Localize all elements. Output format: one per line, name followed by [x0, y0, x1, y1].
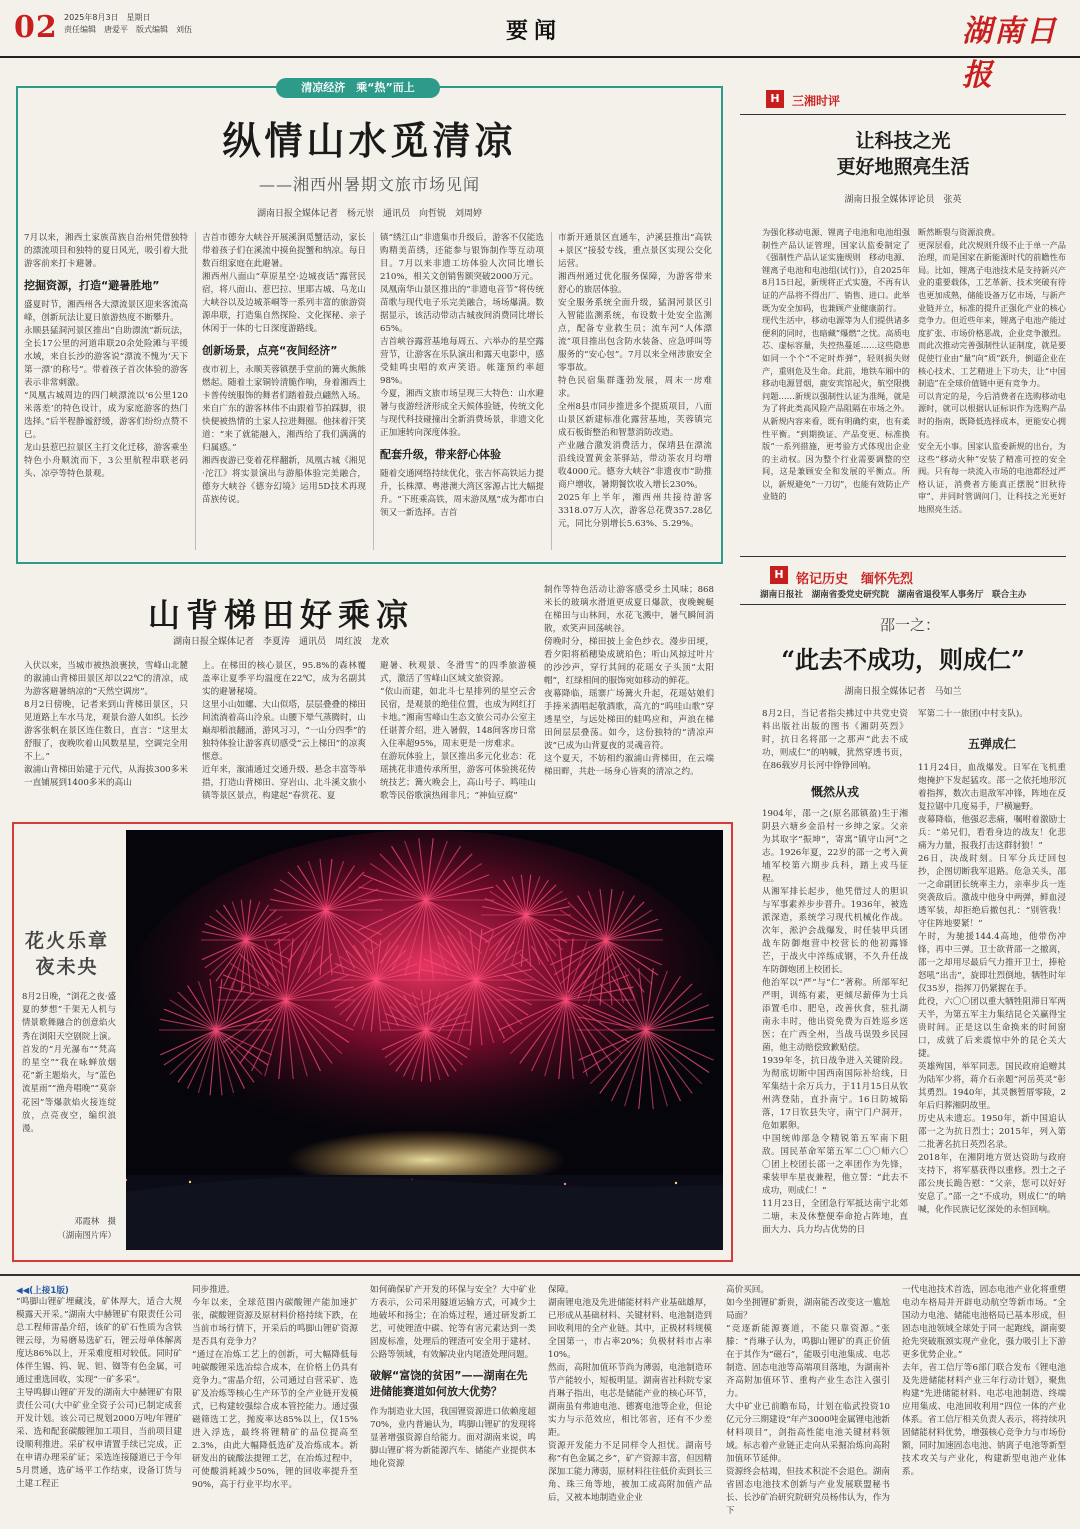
column-divider	[195, 232, 196, 550]
bottom-col-5: 高价买回。 如今坐拥锂矿新贵，湖南能否改变这一尴尬局面？ “竞逐新能源赛道，不能只靠资源。”张滕：“肖琳子认为，鸣脚山锂矿的真正价值在于其作为“磁石”，能吸引电池集成、电芯制造、固态电池等高端项目落地，为湖南补齐高附加值环节、重构产业生态注入强引力。 大中矿业已前瞻布局，计划在临武投资10亿元分三期建设“年产3000吨金属锂电池新材料项目”，剑指高性能电池关键材料领域。标志着产业链正走向从采掘冶炼向高附加值环节延伸。 资源终会枯竭，但技术积淀不会退色。湖南省固态电池技术创新与产业发展联盟秘书长、长沙矿冶研究院研究员杨伟认为，作为下	[726, 1285, 890, 1516]
history-subhead: 慨然从戎	[810, 785, 859, 799]
terraces-col-2: 上。在梯田的核心景区，95.8%的森林覆盖率让夏季平均温度在22℃，成为名副其实的避暑秘境。 这里小山如螺、大山似塔，层层叠叠的梯田间流淌着高山泠泉。山腰下晕气蒸腾时，山巅却稻浪翻涌，游风习习，“一山分四季”的独特体验让游客真切感受“云上梯田”的凉爽惬意。 近年来，溆浦通过交通升级、悬念丰富等举措，打造山背梯田、穿岩山、北斗溪文旅小镇等景区景点，构建起“春赏花、夏	[202, 661, 366, 801]
bottom-text: 如何确保矿产开发的环保与安全？大中矿业方表示，公司采用隧道运输方式，可减少土地破坏和扬尘；在冶炼过程，通过研发新工艺，可使锂渣中碳、铊等有害元素达到一类固废标准，处理后的锂渣可安全用于建材、公路等领域，有效解决业内尾渣处理问题。	[370, 1285, 536, 1360]
bottom-subhead: 破解“富饶的贫困”——湖南在先进储能赛道如何放大优势？	[370, 1369, 528, 1398]
column-badge-icon: H	[766, 90, 784, 108]
bottom-col-4: 保障。 湖南锂电池及先进储能材料产业基础雄厚，已形成从基础材料、关键材料、电池制造到回收利用的全产业链。其中，正极材料规模全国第一，市占率20%；负极材料市占率10%。 然而，高附加值环节尚为薄弱，电池制造环节产能较小，短板明显。湖南省社科院专家肖琳子指出，电芯是储能产业的核心环节，湖南虽有弗迪电池、德赛电池等企业，但论实力与示范效应，相比邻省，还有不少差距。 资源开发能力不足同样令人担忧。湖南号称“有色金属之乡”，矿产资源丰富，但因精深加工能力薄弱，原材料往往低价卖到长三角、珠三角等地，被加工成高附加值产品后，又被本地制造业企业	[548, 1285, 712, 1503]
divider	[740, 114, 1066, 115]
fireworks-image	[126, 830, 723, 1250]
photo-caption: 8月2日晚，“浏花之夜·盛夏的梦想”千架无人机与情景歌舞融合的创意焰火秀在浏阳天空剧院上演。首发的“月光瀑布”“梵高的星空”“我在咏蝉放烟花”新主题焰火，与“蓝色流星雨”“渔舟唱晚”“莫奈花园”等爆款焰火接连绽放，点亮夜空，编织浪漫。	[22, 991, 116, 1134]
feature-text: 镇“绣江山”非遗集市升级后，游客不仅能选购精美苗绣，还能参与银饰制作等互动项目。7月以来非遗工坊体验人次同比增长210%，相关文创销售额突破2000万元。 凤凰南华山景区推出的“非遗电音节”将传统苗歌与现代电子乐完美融合，场场爆满。数据显示，该活动带动古城夜间消费同比增长65%。 吉首峡谷露营基地每周五、六举办的星空露营节，让游客在乐队演出和露天电影中，感受蛙鸣虫唱的欢声笑语。帐篷预约率超98%。 今夏，湘西文旅市场呈现三大特色：山水避暑与夜游经济形成全天候体验链，传统文化与现代科技碰撞出全新消费场景，非遗文化正加速转向深度体验。	[380, 233, 544, 438]
opinion-title-line: 让科技之光	[855, 130, 951, 152]
bottom-col-6: 一代电池技术首选，固态电池产业化将重塑电动车格局并开辟电动航空等新市场。“全国动力电池、储能电池格局已基本形成，但固态电池领域全球处于同一起跑线，湖南要抢先突破瓶颈实现产业化，强力吸引上下游更多优势企业。” 去年，省工信厅等6部门联合发布《锂电池及先进储能材料产业三年行动计划》，聚焦构建“先进储能材料、电芯电池制造、终端应用集成、电池回收利用”四位一体的产业体系。省工信厅相关负责人表示，将持续巩固储能材料优势，增强核心竞争力与市场份额，同时加速固态电池、钠离子电池等新型技术攻关与产业化，构建新型电池产业体系。	[902, 1285, 1066, 1477]
date-line: 2025年8月3日 星期日	[64, 13, 151, 22]
photo-credit: 邓霞林 摄 （湖南图片库）	[57, 1216, 116, 1240]
history-text: 11月24日，血战爆发。日军在飞机重炮掩护下发起猛攻。邵一之依托地形沉着指挥，数次击退敌军冲锋，阵地在反复拉锯中几度易手，尸横遍野。 夜幕降临，他强忍悲痛，嘱咐着激励士兵：“弟兄们，看看身边的战友！化悲痛为力量，报我打击这群豺狼！” 26日，决战时刻。日军分兵迂回包抄，企图切断我军退路。危急关头，邵一之命副团长统率主力，亲率步兵一连突袭敌后。激战中他身中两弹，鲜血浸透军装，却拒绝后撤包扎：“别管我！守住阵地要紧！” 午时，为驰援144.4高地，他带伤冲锋，再中三弹。卫士欲背邵一之撤离，邵一之却用尽最后气力推开卫士，捧枪怒吼“出击”，旋即壮烈倒地，牺牲时年仅35岁，指挥刀仍紧握在手。 此役，六〇〇团以重大牺牲阻滞日军两天半，为第五军主力集结昆仑关赢得宝贵时间。正是这以生命换来的时间窗口，成就了后来震惊中外的昆仑关大捷。 英雄殉国，举军同悲。国民政府追赠其为陆军少将，蒋介石亲题“河岳英灵”彰其勇烈。1940年，其灵骸暂厝零陵，2年后归葬湘阴故里。 历史从未遗忘。1950年，新中国追认邵一之为抗日烈士；2015年，列入第二批著名抗日英烈名录。 2018年，在湘阴地方贤达资助与政府支持下，将军墓获得以重修。烈士之子邵公庚长跪告慰：“父亲，您可以好好安息了。”邵一之“不成功，则成仁”的呐喊，化作民族记忆深处的永恒回响。	[918, 763, 1066, 1215]
history-name: 邵一之：	[880, 616, 941, 634]
photo-title-line: 夜未央	[35, 956, 99, 978]
feature-title: 纵情山水觅清凉	[222, 118, 517, 163]
opinion-title	[740, 128, 1066, 180]
opinion-byline: 湖南日报全媒体评论员 张英	[844, 195, 962, 205]
feature-subhead: 配套升级，带来舒心体验	[380, 448, 501, 461]
editor-line: 责任编辑 唐爱平 版式编辑 刘伍	[64, 25, 192, 34]
feature-subhead: 挖掘资源，打造“避暑胜地”	[24, 279, 160, 292]
bottom-col-2: 同步推进。 今年以来，全球范围内碳酸锂产能加速扩张，碳酸锂资源及原材料价格持续下跌，在当前市场行情下，开采后的鸣脚山锂矿资源是否具有竞争力？ “通过在冶炼工艺上的创新，可大幅降低每吨碳酸锂采选冶综合成本，在价格上仍具有竞争力。”雷晶介绍，公司通过自营采矿、选矿及冶炼等核心生产环节的全产业链开发模式，已构建较强综合成本管控能力。通过强磁筛选工艺，抛废率达85%以上，仅15%进入浮选，最终将锂精矿的品位提高至2.3%，由此大幅降低选矿及冶炼成本。新研发出的硫酸法提锂工艺，在冶炼过程中，可使酸消耗减少50%，锂的回收率提升至90%，高于行业平均水平。	[192, 1285, 358, 1490]
feature-text: 吉首市德夯大峡谷开展溪涧觅蟹活动，家长带着孩子们在溪流中摸鱼捉蟹和纳凉。每日数百组家庭在此避暑。 湘西州八面山“草原星空·边城夜话”露营民宿，将八面山、惹巴拉、里耶古城、乌龙山大峡谷以及边城茶峒等一系列丰富的旅游资源串联，打造集自然探险、文化探秘、亲子休闲于一体的七日深度游路线。	[202, 233, 366, 334]
column-divider	[373, 232, 374, 550]
fireworks-photo	[126, 830, 723, 1250]
terraces-col-1: 入伏以来，当城市被热浪裹挟，雪峰山北麓的溆浦山背梯田景区却以22℃的清凉，成为游客避暑纳凉的“天然空调房”。 8月2日傍晚，记者来到山背梯田景区，只见道路上车水马龙，观景台游人如织。长沙游客张帆在景区连住数日，直言：“这里太舒服了，夜晚吹着山风数星星，空调完全用不上。” 溆浦山背梯田始建于元代，从海拔300多米一直铺展到1400多米的高山	[24, 661, 188, 788]
feature-text: 7月以来，湘西土家族苗族自治州凭借独特的漂流项目和独特的夏日风光，吸引着大批游客前来打卡避暑。	[24, 233, 188, 269]
terraces-byline: 湖南日报全媒体记者 李夏涛 通讯员 周红波 龙欢	[172, 637, 389, 647]
history-subhead: 五弹成仁	[967, 737, 1016, 751]
history-badge-icon: H	[770, 566, 788, 584]
feature-tag: 清凉经济 乘“热”而上	[276, 78, 440, 98]
bottom-text: “鸣脚山锂矿埋藏浅，矿体厚大，适合大规模露天开采。”湖南大中赫锂矿有限责任公司总工程师雷晶介绍，该矿的矿石性质为含铁锂云母，为易磨易选矿石，锂云母单体解离度达86%以上，开采难度相对较低。同时矿体伴生锡、钨、铌、钽、铷等有色金属，可通过重选回收，实现“一矿多采”。 主导鸣脚山锂矿开发的湖南大中赫锂矿有限责任公司(大中矿业全资子公司)已制定成套开发计划。该公司已规划2000万吨/年锂矿采、选和配套碳酸锂加工项目，当前项目建设顺利推进。采矿权申请置手续已完成，正在申请办理采矿证；采选连接隧道已于今年5月贯通，选矿场平工作结束，设备订货与土建工程正	[16, 1297, 182, 1489]
divider	[740, 604, 1066, 605]
bottom-text: 作为制造业大国，我国锂资源进口依赖度超70%，业内普遍认为，鸣脚山锂矿的发现将显著增强资源自给能力。面对湖南来说，鸣脚山锂矿将为新能源汽车、储能产业提供本地化资源	[370, 1407, 536, 1469]
history-text: 1904年，邵一之(原名邵镇盈)生于湘阴县六塘乡金沿村一乡绅之家。父亲为其取字“振坤”，寄寓“镇守山河”之志。1926年夏，22岁的邵一之考入黄埔军校第六期步兵科，踏上戎马征程。 从湘军排长起步，他凭借过人的胆识与军事素养步步晋升。1936年，被选派深造，系统学习现代机械化作战。次年，淞沪会战爆发，时任装甲兵团战车防御炮营中校营长的他初露锋芒，于战火中淬练成钢，不久升任战车防御炮团上校团长。 他治军以“严”与“仁”著称。所部军纪严明，训练有素，更倾尽薪俸为士兵添置毛巾、肥皂，改善伙食，驻扎湖南永丰时，他出资免费为百姓巡乡送医；在广西全州，当战马误毁乡民园菌，他主动赔偿致歉贴偿。 1939年冬，抗日战争进入关键阶段。为彻底切断中国西南国际补给线，日军集结十余万兵力，于11月15日从钦州湾登陆，直扑南宁。16日防城陷落，17日钦县失守，南宁门户洞开，危如累卵。 中国统帅部急令精锐第五军南下阻敌。国民革命军第五军二〇〇师六〇〇团上校团长邵一之率团作为先锋，乘装甲车星夜兼程，他立誓：“此去不成功，则成仁！” 11月23日，全团急行军抵达南宁北郊二塘，未及休整便奉命抢占阵地，直面大力、兵力均占优势的日	[762, 809, 908, 1235]
divider	[740, 556, 1066, 557]
history-col-1	[762, 708, 908, 1258]
history-organizers: 湖南日报社 湖南省委党史研究院 湖南省退役军人事务厅 联合主办	[760, 590, 1027, 600]
feature-byline: 湖南日报全媒体记者 杨元崇 通讯员 向哲锐 刘周婷	[256, 209, 482, 219]
feature-subtitle: ——湘西州暑期文旅市场见闻	[258, 175, 480, 194]
opinion-col-1: 为强化移动电源、锂离子电池和电池组强制性产品认证管理，国家认监委制定了《强制性产品认证实施规则 移动电源、锂离子电池和电池组(试行)》，自2025年8月15日起，新规将正式实施，不再有认证的产品将不得出厂、销售、进口。此举既为安全加码，也兼顾产业健康前行。 现代生活中，移动电源等为人们提供诸多便利的同时，也暗藏“爆燃”之忧。高质电芯、虚标容量，失控热蔓延……这些隐患如同一个个“不定时炸弹”，轻则损失财产，重则危及生命。此前，地铁车厢中的移动电源冒烟，鹿安宾馆起火，航空限携问题……新规以强制性认证为准绳，就是为了将此类高风险产品阻隔在市场之外。 从新规内容来看，既有明确约束，也有柔性平衡。“到期换证、产品变更、标准换版”一系列措施，更考验方式体现出企业的主动权。因为整个行业需要调整的空间，这是兼顾安全和发展的平衡点。所以，新规避免“一刀切”，也能有效防止产业链的	[762, 227, 910, 502]
continued-marker: ◀◀(上接1版)	[16, 1286, 69, 1296]
photo-title-line: 花火乐章	[24, 930, 109, 952]
opinion-title-line: 更好地照亮生活	[836, 156, 970, 178]
history-title: “此去不成功，则成仁”	[781, 645, 1025, 674]
terraces-col-4: 制作等特色活动让游客感受乡土风味；868米长的玻璃水滑道更成夏日爆款，夜晚蜿蜒在梯田与山林间，水花飞溅中，暑气瞬间消散，欢笑声回荡峡谷。 傍晚时分，梯田披上金色纱衣。漫步田埂，看夕阳将稻穗染成琥珀色；听山风掠过叶片的沙沙声，穿行其间的花瑶女子头顶“太阳帽”，红绿相间的服饰宛如移动的鲜花。 夜幕降临，瑶寨广场篝火升起，花瑶姑娘们手捧米酒唱起敬酒歌，高亢的“呜哇山歌”穿透星空，与远处梯田的蛙鸣应和，声浪在梯田间层层叠荡。如今，这份独特的“清凉声波”已成为山背夏夜的灵魂音符。 这个夏天，不妨相约溆浦山背梯田，在云端梯田畔，共赴一场身心皆爽的清凉之约。	[544, 585, 714, 777]
feature-text: 盛夏时节，湘西州各大漂流景区迎来客流高峰，创新玩法让夏日旅游热度不断攀升。 永顺县猛洞河景区推出“自助漂流”新玩法，全长17公里的河道串联20余处险滩与平缓水域，来自长沙的游客说“漂流不愧为‘天下第一漂’的称号”。带着孩子首次体验的游客表示非常刺激。 “凤凰古城周边的四门峡漂流以‘6公里120米落差’的特色设计，成为家庭游客的热门选择。”后半程静谧舒缓，游客们纷纷点赞不已。 龙山县惹巴拉景区主打文化迁移，游客乘坐特色小舟顺流而下，3公里航程串联老码头、凉亭等特色景观。	[24, 300, 188, 479]
feature-col-3	[380, 232, 544, 550]
opinion-column-label: 三湘时评	[792, 94, 841, 108]
bottom-divider	[0, 1274, 1080, 1276]
feature-text: 随着交通网络持续优化，张吉怀高铁运力提升，长株潭、粤港澳大湾区客源占比大幅提升。“下班乘高铁，周末游凤凰”成为都市白领又一新选择。吉首	[380, 469, 544, 518]
terraces-col-3: 避暑、秋观景、冬滑雪”的四季旅游模式，激活了雪峰山区域文旅资源。 “依山而建，如北斗七星排列的星空云舍民宿，是观景的绝佳位置，也成为网红打卡地。”湘南雪峰山生态文旅公司办公室主任谌菁介绍，进入暑假，148间客房日常入住率超95%，周末更是一房难求。 在游玩体验上，景区推出多元化业态：花瑶挑花非遗传承所里，游客可体验挑花传统技艺；篝火晚会上，高山号子、鸣哇山歌等民俗歌演热闹非凡；“神仙豆腐”	[380, 661, 536, 801]
feature-text: 夜市初上，永顺芙蓉镇摆手堂前的篝火熊熊燃起。随着土家铜铃清脆作响，身着湘西土卡普传统服饰的舞者们踏着鼓点翩然入场。 来自广东的游客林伟不由跟着节拍踩脚，很快便被热情的土家人拉进舞圈。他抹着汗笑道：“来了就能融入，湘西给了我们满满的归属感。” 湘西夜游已变着花样翻新，凤凰古城《湘见·沱江》将实景演出与游船体验完美融合，德夯大峡谷《德夯幻境》运用5D技术再现苗族传说。	[202, 365, 366, 505]
history-byline: 湖南日报全媒体记者 马如兰	[844, 687, 962, 697]
feature-col-2	[202, 232, 366, 550]
feature-col-4: 市新开通景区直通车，泸溪县推出“高铁+景区”接驳专线，重点景区实现公交化运营。 湘西州通过优化服务保障，为游客带来舒心的旅居体验。 安全服务系统全面升级，猛洞河景区引入智能监测系统，布设数十处安全监测点，配备专业救生员；流车河“人体漂流”项目推出包含防水装备、应急呼叫等服务的“安心包”。7月以来全州涉旅安全零事故。 特色民宿集群蓬勃发展，周末一房难求。 全州8县市同步推进多个提质项目，八面山景区新建标准化露营基地，芙蓉镇完成石板街整治和智慧消防改造。 产业融合激发消费活力，保靖县在漂流沿线设置黄金茶驿站，带动茶农月均增收4000元。德夯大峡谷“非遗夜市”助推商户增收，暑期餐饮收入增长230%。 2025年上半年，湘西州共接待游客3318.07万人次，游客总花费357.28亿元，同比分别增长5.63%、5.29%。	[558, 233, 712, 529]
history-col-2	[918, 708, 1066, 1258]
feature-subhead: 创新场景，点亮“夜间经济”	[202, 344, 338, 357]
page-number: 02	[14, 10, 58, 45]
newspaper-logo: 湖南日报	[962, 14, 1058, 93]
history-column-label: 铭记历史 缅怀先烈	[796, 572, 914, 587]
column-divider	[551, 232, 552, 550]
header-info	[64, 12, 192, 36]
bottom-col-3	[370, 1284, 536, 1520]
photo-title	[22, 928, 112, 980]
opinion-col-2: 断然断裂与资源浪费。 更深层看，此次规则升级不止于单一产品治理，而是国家在新能源时代的前瞻性布局。比如，锂离子电池技术是支持新兴产业的重要载体，工艺革新、技术突破有待也更加成熟，储能设备万亿市场，与新产业链并立，标准的提升正强化产业的核心竞争力。但近些年来，锂离子电池产能过度扩张、市场价格恶战，企业竞争激烈。而此次推动完善强制性认证制度，就是要促使行业由“量”向“质”跃升，倒逼企业在核心技术、工艺精进上下功夫，让“中国制造”在全球价值链中更有竞争力。 可以肯定的是，今后消费者在选购移动电源时，就可以根据认证标识作为选购产品时的指南，既降低选择成本，更能安心拥有。 安全无小事。国家认监委新规的出台，为这些“移动火种”安装了精准可控的安全阀。只有每一块流入市场的电池都经过严格认证，消费者方能真正摆脱“旧秋待审”、并同时管调问门，让科技之光更好地照亮生活。	[918, 227, 1066, 515]
bottom-col-1	[16, 1284, 182, 1520]
section-title: 要闻	[506, 18, 563, 44]
terraces-title: 山背梯田好乘凉	[147, 596, 414, 634]
history-intro: 8月2日，当记者指尖拂过中共党史资料出版社出版的图书《湘阴英烈》时，抗日名将邵一之那声“此去不成功，则成仁”的呐喊，犹然穿透书页，在86载岁月长河中铮铮回响。	[762, 709, 908, 771]
feature-col-1	[24, 232, 188, 550]
history-text: 军第二十一旅团(中村支队)。	[918, 709, 1028, 719]
